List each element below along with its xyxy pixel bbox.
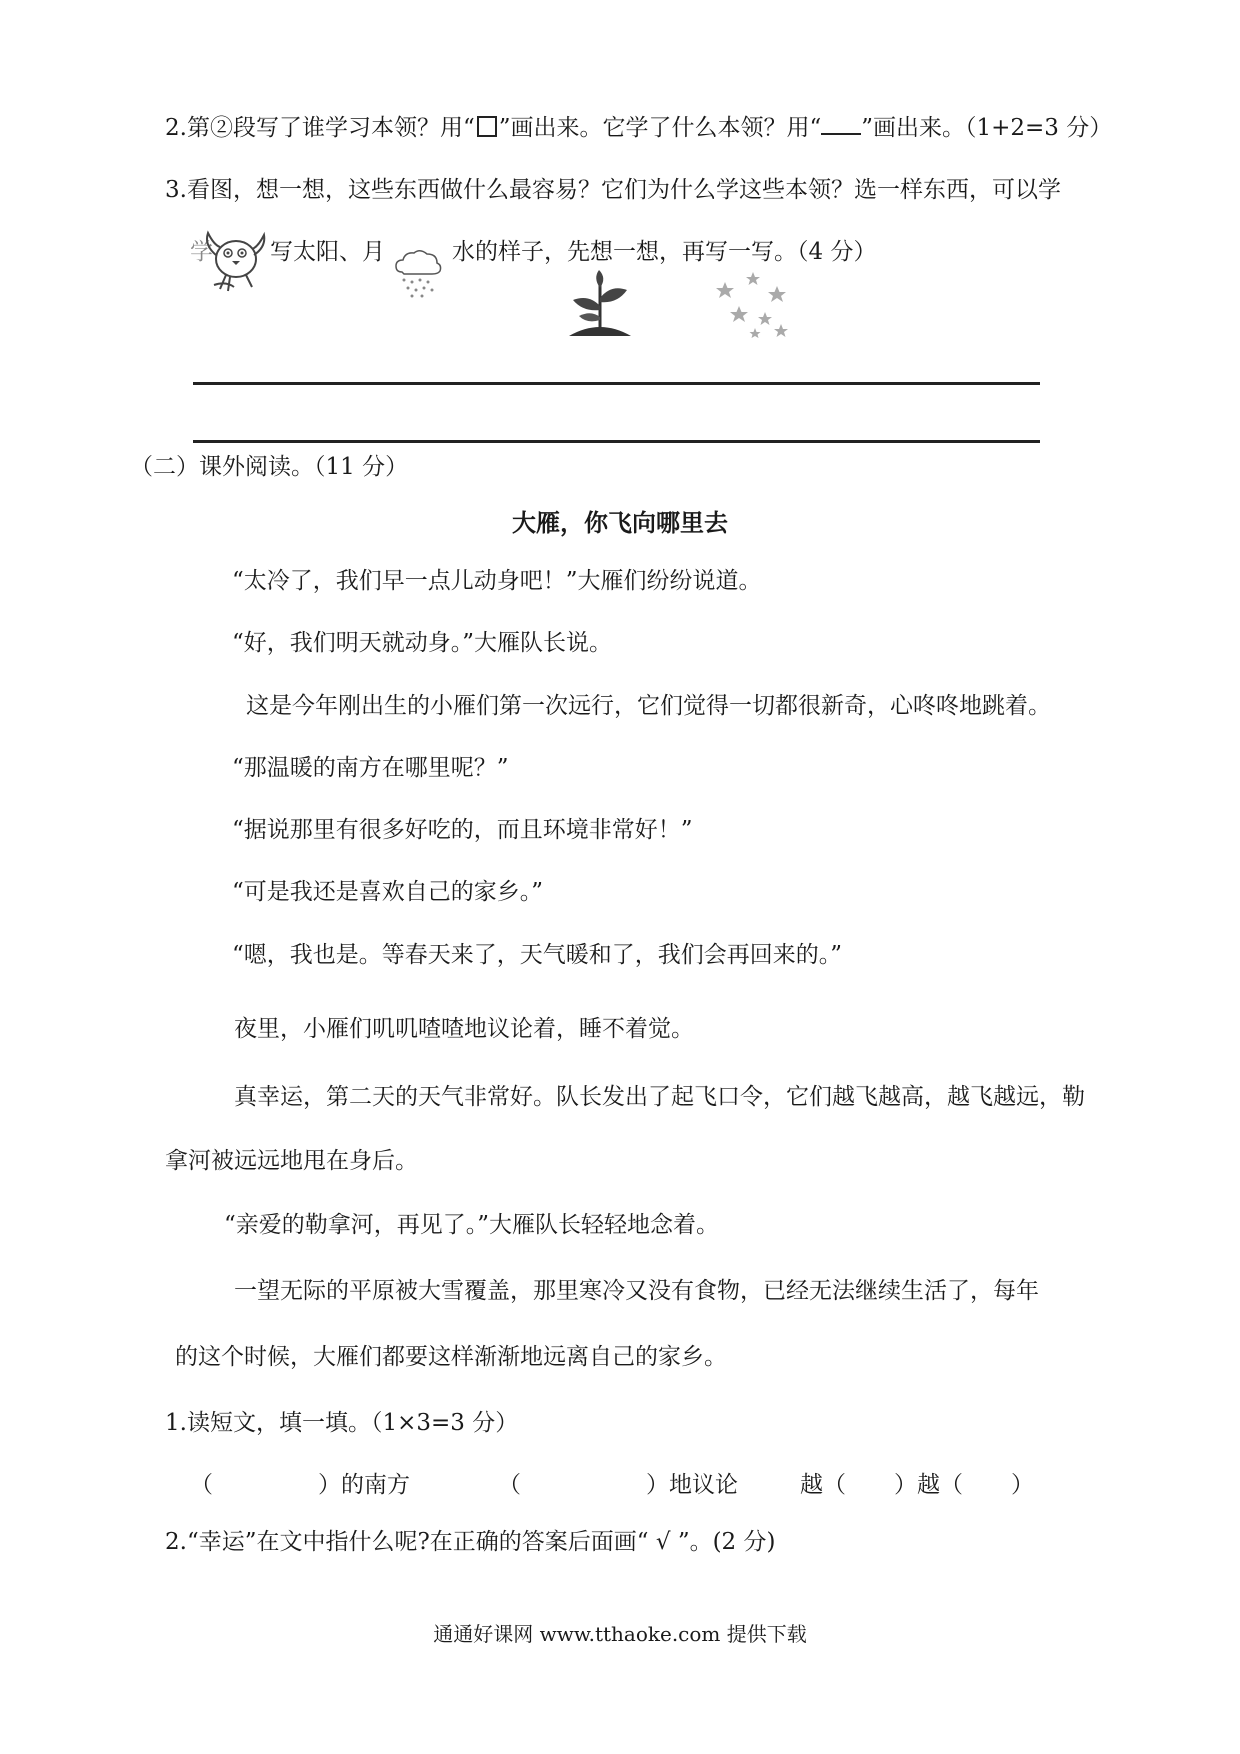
paragraph-8: 夜里，小雁们叽叽喳喳地议论着，睡不着觉。 [234,1016,694,1042]
fill-blank-3 [800,1470,1034,1500]
paragraph-11-line-2: 的这个时候，大雁们都要这样渐渐地远离自己的家乡。 [175,1344,727,1370]
question-3-line-2-prefix: 学 [190,239,213,265]
blank-3-prefix: 越（ [800,1472,846,1498]
paragraph-7: “嗯，我也是。等春天来了，天气暖和了，我们会再回来的。” [232,942,843,968]
question-2-text-c: ”画出来。（1+2=3 分） [861,115,1113,141]
blank-3-suffix: ） [1011,1472,1034,1498]
reading-question-1: 1.读短文，填一填。（1×3=3 分） [165,1410,519,1436]
paragraph-9-line-2: 拿河被远远地甩在身后。 [165,1148,418,1174]
answer-line-1[interactable] [193,382,1040,385]
underline-symbol [821,115,861,135]
paragraph-2: “好，我们明天就动身。”大雁队长说。 [232,630,613,656]
answer-line-2[interactable] [193,440,1040,443]
section-heading: （二）课外阅读。（11 分） [130,454,409,480]
question-3-line-2-a: 写太阳、月 [270,239,385,265]
paren-open: （ [190,1472,213,1498]
blank-1-suffix: ）的南方 [318,1472,410,1498]
box-symbol [477,116,497,137]
paragraph-5: “据说那里有很多好吃的，而且环境非常好！” [232,817,693,843]
paragraph-4: “那温暖的南方在哪里呢？” [232,755,509,781]
bird-icon [200,225,270,297]
fill-blank-1 [190,1470,410,1500]
question-3-line-1: 3.看图，想一想，这些东西做什么最容易？它们为什么学这些本领？选一样东西，可以学 [165,177,1061,203]
paragraph-6: “可是我还是喜欢自己的家乡。” [232,879,544,905]
question-2-line [165,113,1112,143]
cloud-rain-icon [392,248,444,300]
blank-2-suffix: ）地议论 [646,1472,738,1498]
footer-text: 通通好课网 www.tthaoke.com 提供下载 [433,1622,807,1646]
paragraph-11-line-1: 一望无际的平原被大雪覆盖，那里寒冷又没有食物，已经无法继续生活了，每年 [234,1278,1039,1304]
paragraph-3: 这是今年刚出生的小雁们第一次远行，它们觉得一切都很新奇，心咚咚地跳着。 [246,693,1051,719]
blank-3-middle: ）越（ [894,1472,963,1498]
paren-open: （ [498,1472,521,1498]
reading-question-2: 2.“幸运”在文中指什么呢?在正确的答案后面画“ √ ”。(2 分) [165,1529,776,1555]
question-2-text-a: 2.第②段写了谁学习本领？用“ [165,115,475,141]
question-2-text-b: ”画出来。它学了什么本领？用“ [498,115,822,141]
fill-blank-2 [498,1470,738,1500]
question-3-line-2-b: 水的样子，先想一想，再写一写。（4 分） [452,239,877,265]
stars-icon [715,268,790,340]
sprout-icon [565,270,635,340]
paragraph-1: “太冷了，我们早一点儿动身吧！”大雁们纷纷说道。 [232,568,762,594]
paragraph-10: “亲爱的勒拿河，再见了。”大雁队长轻轻地念着。 [224,1212,720,1238]
paragraph-9-line-1: 真幸运，第二天的天气非常好。队长发出了起飞口令，它们越飞越高，越飞越远，勒 [234,1084,1085,1110]
passage-title: 大雁，你飞向哪里去 [512,509,728,537]
